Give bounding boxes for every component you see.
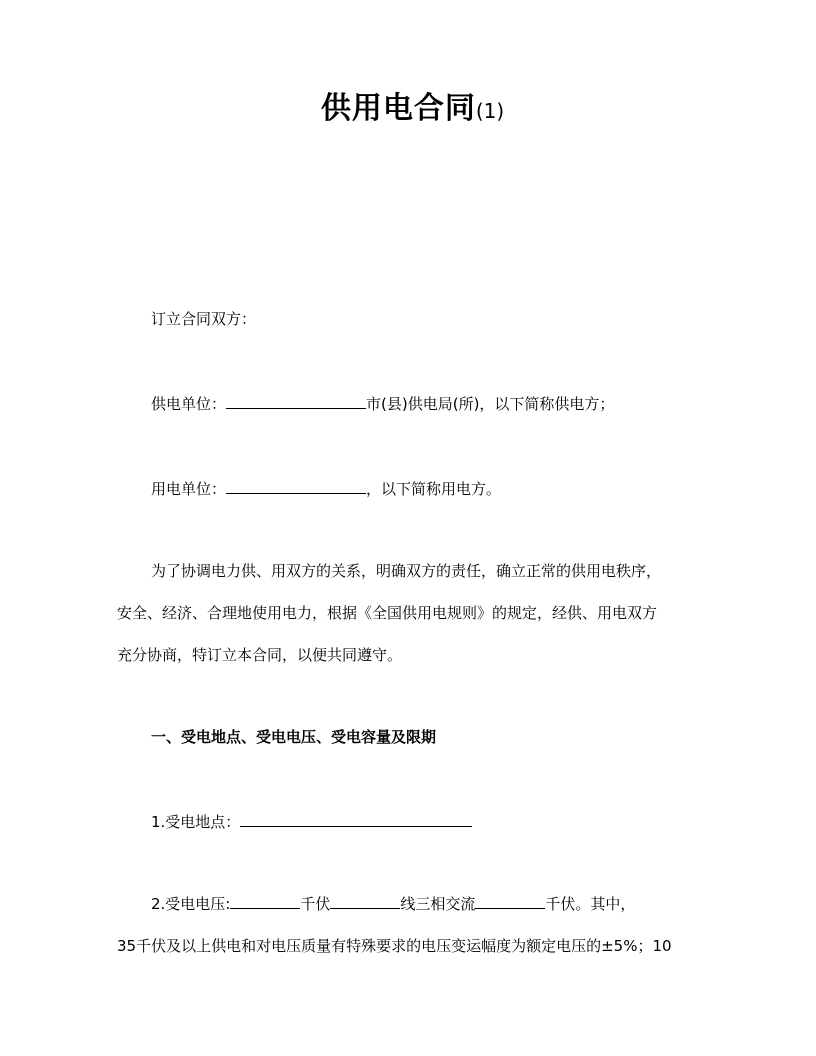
document-body xyxy=(117,298,708,967)
document-title xyxy=(117,86,708,134)
text-run: 千伏 xyxy=(300,895,331,913)
text-line xyxy=(117,716,708,758)
text-line xyxy=(117,592,708,634)
text-run: 千伏。其中， xyxy=(545,895,636,913)
document-title-number: (1) xyxy=(475,99,505,123)
text-run: 安全、经济、合理地使用电力，根据《全国供用电规则》的规定，经供、用电双方 xyxy=(117,604,658,622)
paragraph xyxy=(117,801,708,843)
text-line xyxy=(117,634,708,676)
text-run: 订立合同双方： xyxy=(151,310,257,328)
text-run: 用电单位： xyxy=(151,480,227,498)
text-run: 线三相交流 xyxy=(400,895,476,913)
blank-fill-field xyxy=(240,812,472,827)
text-run: 市(县)供电局(所)，以下简称供电方； xyxy=(366,395,615,413)
text-line xyxy=(117,550,708,592)
text-run: 一、受电地点、受电电压、受电容量及限期 xyxy=(151,728,437,746)
blank-fill-field xyxy=(226,479,366,494)
text-run: 供电单位： xyxy=(151,395,227,413)
section-heading xyxy=(117,716,708,758)
text-run: 1.受电地点： xyxy=(151,813,241,831)
paragraph xyxy=(117,298,708,340)
paragraph xyxy=(117,550,708,676)
paragraph xyxy=(117,383,708,425)
blank-fill-field xyxy=(475,894,545,909)
blank-fill-field xyxy=(330,894,400,909)
text-line xyxy=(117,383,708,425)
document-title-text: 供用电合同 xyxy=(320,91,476,126)
blank-fill-field xyxy=(226,394,366,409)
text-line xyxy=(117,801,708,843)
text-line xyxy=(117,883,708,925)
text-run: 35千伏及以上供电和对电压质量有特殊要求的电压变运幅度为额定电压的±5%；10 xyxy=(117,937,672,955)
text-run: 为了协调电力供、用双方的关系，明确双方的责任，确立正常的供用电秩序， xyxy=(151,562,662,580)
paragraph xyxy=(117,468,708,510)
blank-fill-field xyxy=(230,894,300,909)
text-line xyxy=(117,468,708,510)
text-line xyxy=(117,298,708,340)
text-run: ，以下简称用电方。 xyxy=(366,480,502,498)
text-line xyxy=(117,925,708,967)
text-run: 2.受电电压: xyxy=(151,895,231,913)
text-run: 充分协商，特订立本合同，以便共同遵守。 xyxy=(117,646,403,664)
paragraph xyxy=(117,883,708,967)
